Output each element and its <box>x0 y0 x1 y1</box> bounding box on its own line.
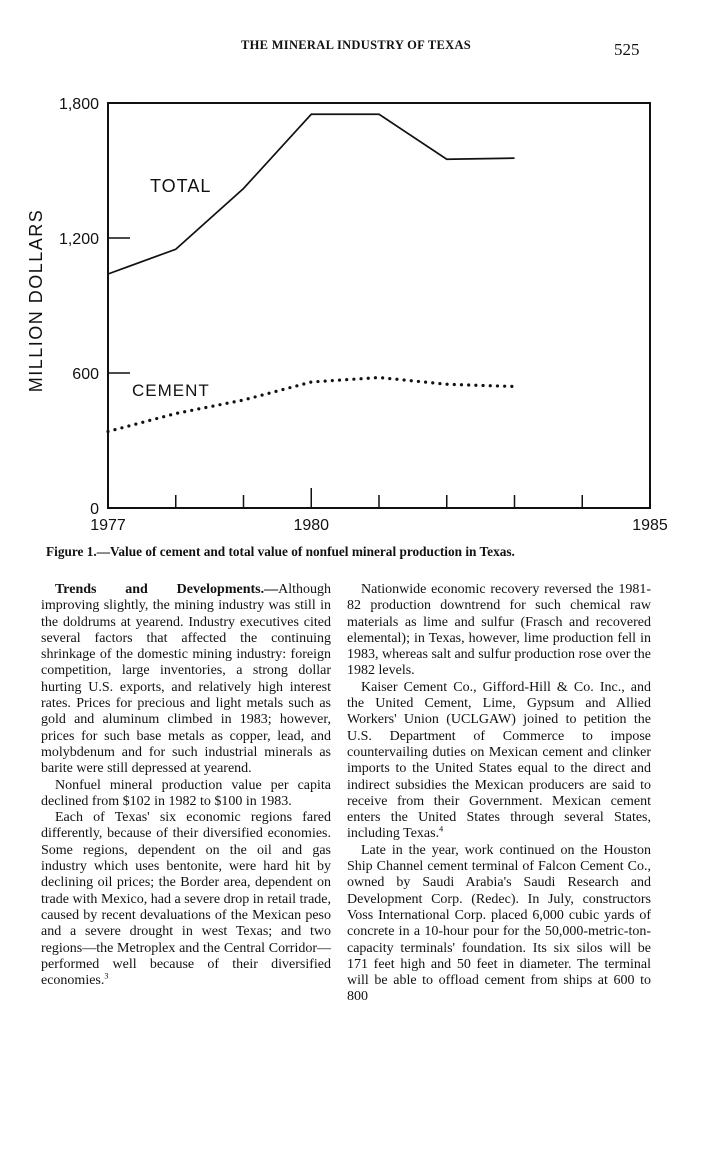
y-tick-label: 600 <box>72 366 99 383</box>
paragraph-text: Each of Texas' six economic regions fared differently, because of their diversified economies. Some regions, dependent on the oil and gas industry which uses bentonite, were hard hit by declining oil prices; the Border area, dependent on trade with Mexico, had a severe drop in retail trade, caused by recent devaluations of the Mexican peso and a severe drought in west Texas; and two regions—the Metroplex and the Central Corridor—performed well because of their diversified economies. <box>41 810 331 989</box>
y-tick-label: 1,800 <box>58 96 99 113</box>
paragraph-terminal: Late in the year, work continued on the Houston Ship Channel cement terminal of Falcon Cement Co., owned by Saudi Arabia's Saudi Research and Development Corp. (Redec). In July, constructors Voss International Corp. placed 6,000 cubic yards of concrete in a 10-hour pour for the 50,000-metric-ton-capacity terminals' foundation. Its six silos will be 171 feet high and 50 feet in diameter. The terminal will be able to offload cement from ships at 600 to 800 <box>347 842 651 1005</box>
plot-area-frame <box>108 103 650 508</box>
chart-ticks <box>108 103 650 508</box>
x-tick-label: 1977 <box>90 517 126 534</box>
paragraph-regions <box>41 810 331 989</box>
paragraph-per-capita: Nonfuel mineral production value per capita declined from $102 in 1982 to $100 in 1983. <box>41 777 331 809</box>
x-tick-label: 1985 <box>632 517 668 534</box>
paragraph-text: Although improving slightly, the mining industry was still in the doldrums at yearend. Industry executives cited several factors that affected the continuing shrinkage of the domestic mining industry: foreign competition, large inventories, a strong dollar hurting U.S. exports, and relatively high interest rates. Prices for precious and light metals such as gold and aluminum climbed in 1983; however, prices for such base metals as copper, lead, and molybdenum and for such industrial minerals as barite were still depressed at yearend. <box>41 582 331 777</box>
mineral-value-chart <box>0 85 712 545</box>
y-axis-label: MILLION DOLLARS <box>26 208 46 393</box>
paragraph-petition <box>347 680 651 843</box>
paragraph-trends <box>41 582 331 778</box>
paragraph-text: Kaiser Cement Co., Gifford-Hill & Co. Inc., and the United Cement, Lime, Gypsum and Allied Workers' Union (UCLGAW) joined to petition the U.S. Department of Commerce to impose countervailing duties on Mexican cement and clinker imports to the United States equal to the direct and indirect subsidies the Mexican producers are said to receive from their Government. Mexican cement enters the United States through several States, including Texas. <box>347 679 651 842</box>
chart-labels <box>26 96 668 534</box>
chart-frame <box>108 103 650 508</box>
y-tick-label: 0 <box>90 501 99 518</box>
left-column <box>41 582 331 989</box>
page-number: 525 <box>614 40 640 59</box>
running-header-title: THE MINERAL INDUSTRY OF TEXAS <box>240 38 472 52</box>
series-label-cement: CEMENT <box>132 381 210 400</box>
section-run-in-heading: Trends and Developments.— <box>55 582 279 597</box>
y-tick-label: 1,200 <box>58 231 99 248</box>
x-tick-label: 1980 <box>293 517 330 534</box>
paragraph-recovery: Nationwide economic recovery reversed the 1981-82 production downtrend for such chemical raw materials as lime and sulfur (Frasch and recovered elemental); in Texas, however, lime production fell in 1983, whereas salt and sulfur production rose over the 1982 levels. <box>347 582 651 679</box>
series-label-total: TOTAL <box>150 176 212 196</box>
figure-caption: Figure 1.—Value of cement and total value of nonfuel mineral production in Texas. <box>46 544 515 559</box>
footnote-ref: 4 <box>439 824 444 834</box>
right-column <box>347 582 651 1006</box>
footnote-ref: 3 <box>104 971 109 981</box>
